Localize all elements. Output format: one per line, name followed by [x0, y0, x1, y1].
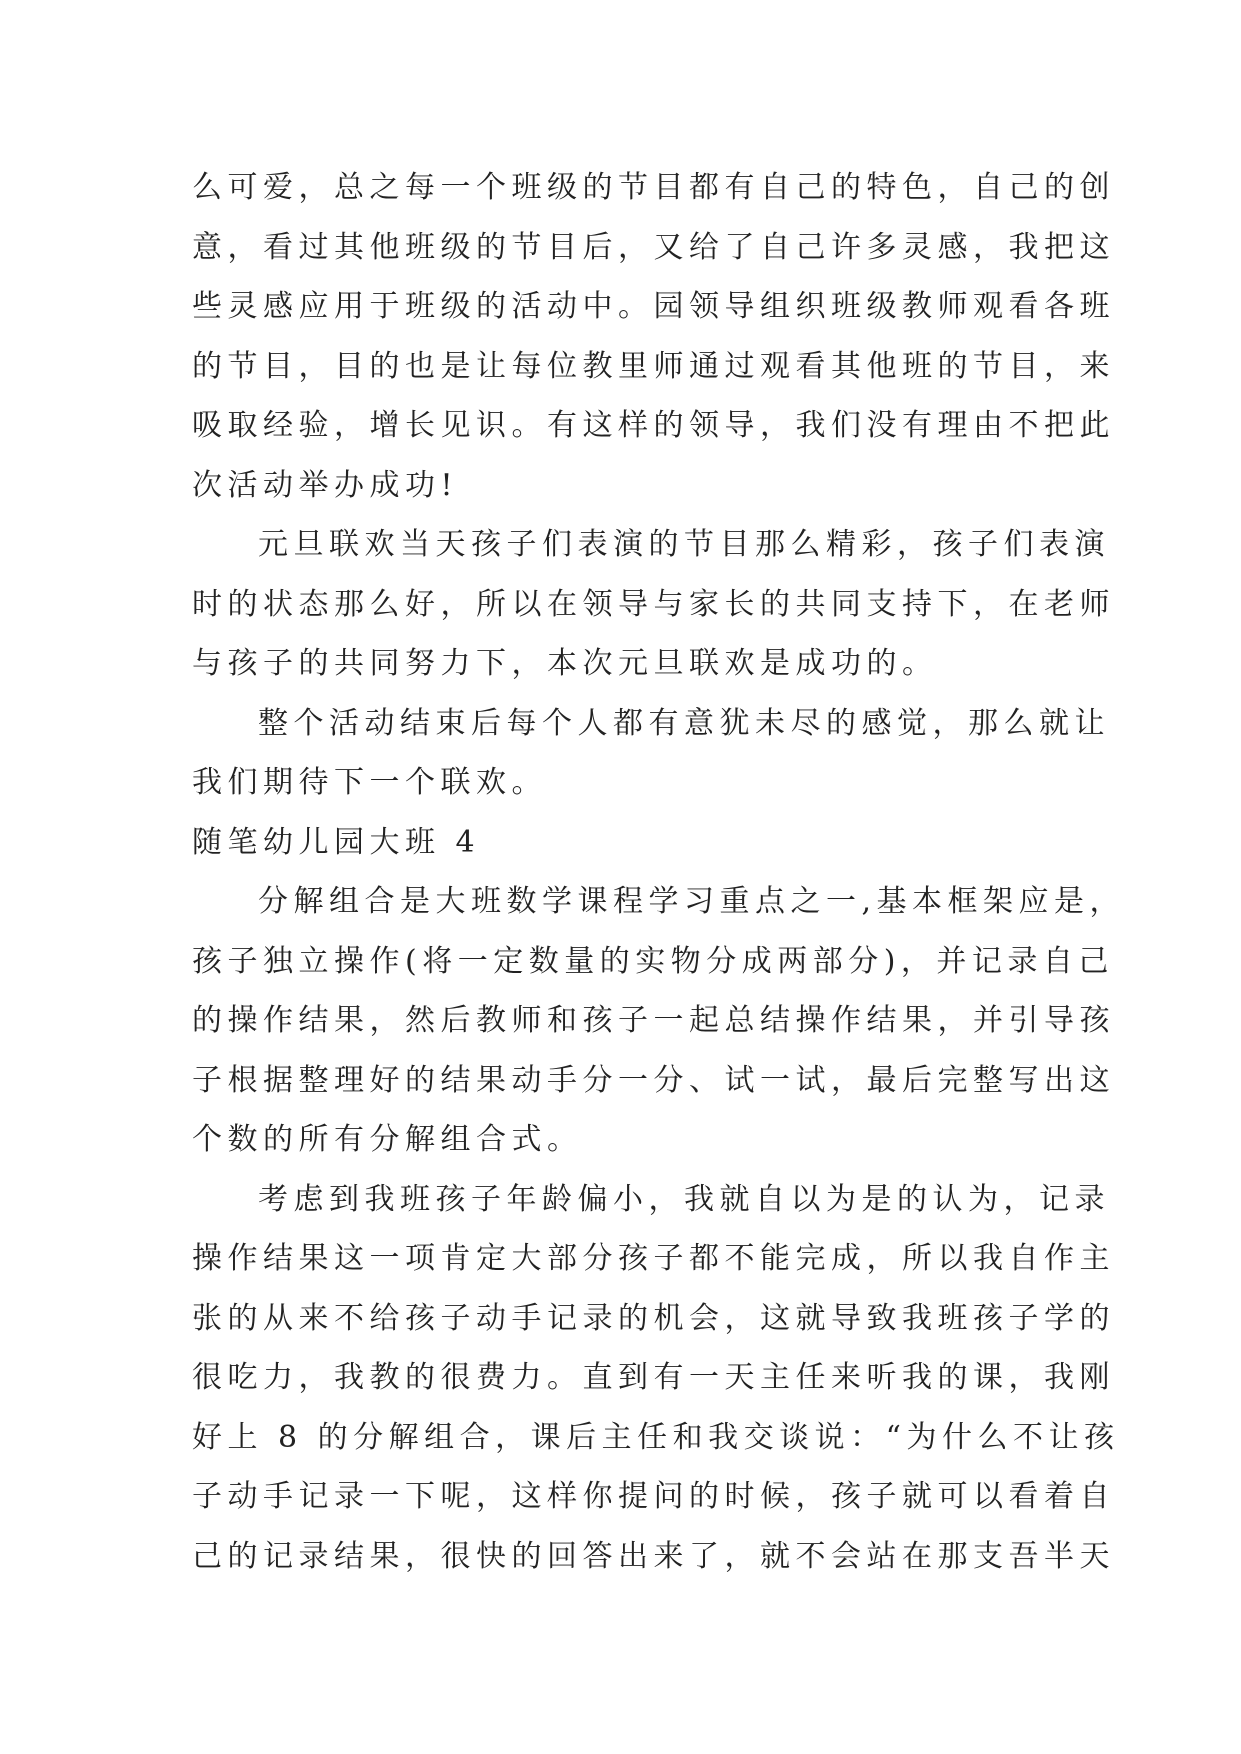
paragraph-first-line: 分解组合是大班数学课程学习重点之一,基本框架应是，: [258, 884, 1126, 919]
text-line: 意，看过其他班级的节目后，又给了自己许多灵感，我把这: [192, 229, 1115, 265]
text-line: 很吃力，我教的很费力。直到有一天主任来听我的课，我刚: [192, 1360, 1115, 1395]
text-line: 的节目，目的也是让每位教里师通过观看其他班的节目，来: [192, 348, 1115, 384]
text-line: 己的记录结果，很快的回答出来了，就不会站在那支吾半天: [192, 1538, 1115, 1574]
text-line: 次活动举办成功!: [192, 467, 459, 503]
text-line: 子动手记录一下呢，这样你提问的时候，孩子就可以看着自: [192, 1479, 1115, 1514]
section-heading: 随笔幼儿园大班 4: [192, 824, 481, 860]
text-line: 子根据整理好的结果动手分一分、试一试，最后完整写出这: [192, 1062, 1115, 1098]
paragraph-first-line: 考虑到我班孩子年龄偏小，我就自以为是的认为，记录: [258, 1181, 1110, 1217]
document-body: [192, 158, 1126, 1586]
text-line: 好上 8 的分解组合，课后主任和我交谈说：“为什么不让孩: [192, 1419, 1120, 1455]
text-line: 张的从来不给孩子动手记录的机会，这就导致我班孩子学的: [192, 1300, 1115, 1336]
text-line: 我们期待下一个联欢。: [192, 765, 547, 800]
text-line: 操作结果这一项肯定大部分孩子都不能完成，所以我自作主: [192, 1241, 1115, 1276]
paragraph-first-line: 元旦联欢当天孩子们表演的节目那么精彩，孩子们表演: [258, 527, 1110, 562]
text-line: 么可爱，总之每一个班级的节目都有自己的特色，自己的创: [192, 170, 1115, 205]
text-line: 个数的所有分解组合式。: [192, 1122, 583, 1157]
text-line: 时的状态那么好，所以在领导与家长的共同支持下，在老师: [192, 586, 1115, 622]
text-line: 些灵感应用于班级的活动中。园领导组织班级教师观看各班: [192, 289, 1115, 324]
text-line: 与孩子的共同努力下，本次元旦联欢是成功的。: [192, 646, 938, 681]
text-line: 的操作结果，然后教师和孩子一起总结操作结果，并引导孩: [192, 1003, 1115, 1038]
text-line: 孩子独立操作(将一定数量的实物分成两部分)，并记录自己: [192, 943, 1114, 979]
text-line: 吸取经验，增长见识。有这样的领导，我们没有理由不把此: [192, 408, 1115, 443]
paragraph-first-line: 整个活动结束后每个人都有意犹未尽的感觉，那么就让: [258, 705, 1110, 741]
